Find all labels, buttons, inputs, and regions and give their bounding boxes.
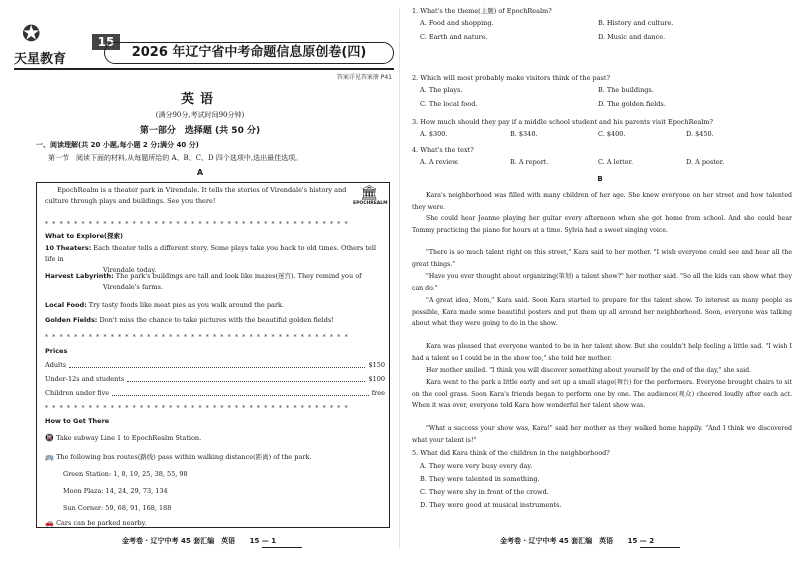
subway-icon: 🚇 (45, 434, 54, 442)
exam-title: 2026 年辽宁省中考命题信息原创卷(四) (104, 42, 394, 64)
subway-row: 🚇 Take subway Line 1 to EpochRealm Station. (45, 434, 202, 442)
star-divider: * * * * * * * * * * * * * * * * * * * * * * * * * * * * * * * * * * * * * * * * * * (45, 221, 349, 228)
intro-paragraph: EpochRealm is a theater park in Virendale. It tells the stories of Virendale's history and culture through plays and buildings. See you there! (45, 186, 347, 205)
passage-b-paragraph: "A great idea, Mom," Kara said. Soon Kara started to prepare for the talent show. To interest as many people as possible, Kara made some beautiful posters and put them up all around her neighborhood. Soon, everyone was talking about what they were going to do in the show. (412, 297, 792, 327)
theater-arch-icon: 🏛 (360, 185, 378, 201)
section-title: 一、阅读理解(共 20 小题,每小题 2 分;满分 40 分) (36, 141, 199, 149)
footer-right: 金考卷 · 辽宁中考 45 套汇编 英语 15 — 2 (500, 537, 655, 545)
explore-heading: What to Explore(探索) (45, 232, 123, 240)
option: D. $450. (686, 130, 714, 138)
park-logo (353, 185, 388, 212)
option: C. A letter. (598, 158, 634, 166)
option: A. $300. (420, 130, 448, 138)
answer-reference: 答案详见答案册 P41 (336, 74, 392, 81)
option: C. $400. (598, 130, 626, 138)
option: D. A poster. (686, 158, 725, 166)
footer-rule (640, 547, 680, 548)
question-5: 5. What did Kara think of the children in the neighborhood? (412, 449, 610, 457)
subject-title: 英语 (180, 92, 219, 107)
explore-item-labyrinth: Harvest Labyrinth: The park's buildings are tall and look like mazes(迷宫). They remind you of Virendale's farms. (45, 272, 362, 291)
option: A. They were very busy every day. (420, 462, 533, 470)
park-logo-name: EPOCHREALM (353, 201, 388, 206)
question-1: 1. What's the theme(主题) of EpochRealm? A. Food and shopping. B. History and culture. C. Earth and nature. D. Music and dance. (412, 7, 674, 41)
page-number: 15 — 1 (249, 537, 277, 545)
question-4: 4. What's the text? A. A review. B. A report. C. A letter. D. A poster. (412, 146, 725, 166)
option: B. The buildings. (598, 86, 654, 94)
footer-left: 金考卷 · 辽宁中考 45 套汇编 英语 15 — 1 (122, 537, 277, 545)
question-2: 2. Which will most probably make visitors think of the past? A. The plays. B. The buildings. C. The local food. D. The golden fields. (412, 74, 666, 108)
star-divider: * * * * * * * * * * * * * * * * * * * * * * * * * * * * * * * * * * * * * * * * * * (45, 334, 349, 341)
explore-item-theaters: 10 Theaters: Each theater tells a different story. Some plays take you back to old times. Others tell life in Virendale today. (45, 244, 377, 274)
passage-b-paragraph: Her mother smiled. "I think you will discover something about yourself by the end of the day," she said. (426, 367, 752, 374)
price-row-children: Children under five free (45, 389, 385, 397)
option: C. Earth and nature. (420, 33, 488, 41)
option: A. A review. (420, 158, 459, 166)
option: B. They were talented in something. (420, 475, 540, 483)
right-page (400, 0, 800, 566)
option: D. Music and dance. (598, 33, 666, 41)
option: D. They were good at musical instruments. (420, 501, 562, 509)
explore-item-fields: Golden Fields: Don't miss the chance to take pictures with the beautiful golden fields! (45, 316, 334, 324)
option: C. The local food. (420, 100, 478, 108)
passage-a-box (36, 182, 390, 528)
option: B. $340. (510, 130, 538, 138)
car-row: 🚗 Cars can be parked nearby. (45, 519, 147, 527)
passage-b-paragraph: "There is so much talent right on this street," Kara said to her mother. "I wish everyone could see and hear all the great things." (412, 249, 792, 268)
option: A. Food and shopping. (420, 19, 494, 27)
passage-b-paragraph: "Have you ever thought about organizing(策划) a talent show?" her mother said. "So all the kids can show what they can do." (412, 273, 792, 292)
logo-text: 天星教育 (14, 52, 67, 67)
explore-item-food: Local Food: Try tasty foods like meat pies as you walk around the park. (45, 301, 284, 309)
star-divider: * * * * * * * * * * * * * * * * * * * * * * * * * * * * * * * * * * * * * * * * * * (45, 405, 349, 412)
page-number: 15 — 2 (627, 537, 655, 545)
price-row-adults: Adults $150 (45, 361, 385, 369)
passage-b-paragraph: Kara was pleased that everyone wanted to be in her talent show. But she couldn't help feeling a little sad. "I wish I had a talent so I could be in the show too," she told her mother. (412, 343, 792, 362)
exam-info: (满分90分,考试时间90分钟) (155, 111, 245, 119)
part-title: 第一部分 选择题 (共 50 分) (139, 126, 261, 136)
passage-b-paragraph: She could hear Joanne playing her guitar every afternoon when she got home from school. And she could hear Tommy practicing the piano for hours at a time. Sylvia had a sweet singing voice. (412, 215, 792, 234)
footer-rule (262, 547, 302, 548)
option: B. History and culture. (598, 19, 674, 27)
bus-stop-moon: Moon Plaza: 14, 24, 29, 73, 134 (63, 487, 168, 495)
prices-heading: Prices (45, 347, 68, 355)
car-icon: 🚗 (45, 519, 54, 527)
publisher-logo (14, 22, 92, 67)
passage-b-paragraph: Kara's neighborhood was filled with many children of her age. She knew everyone on her street and how talented they were. (412, 192, 792, 211)
bus-icon: 🚌 (45, 453, 54, 461)
option: B. A report. (510, 158, 549, 166)
bus-row: 🚌 The following bus routes(路线) pass within walking distance(距离) of the park. (45, 453, 312, 461)
get-there-heading: How to Get There (45, 417, 110, 425)
question-3: 3. How much should they pay if a middle school student and his parents visit EpochRealm? A. $300. B. $340. C. $400. D. $450. (412, 118, 714, 138)
option: A. The plays. (420, 86, 463, 94)
bus-stop-green: Green Station: 1, 8, 19, 25, 38, 55, 98 (63, 470, 188, 478)
star-mascot-icon: ✪ (22, 22, 41, 47)
option: D. The golden fields. (598, 100, 666, 108)
option: C. They were shy in front of the crowd. (420, 488, 549, 496)
passage-b-label: B (597, 175, 603, 183)
bus-stop-sun: Sun Corner: 59, 68, 91, 168, 188 (63, 504, 172, 512)
paper-number-badge: 15 (92, 34, 120, 50)
passage-b-paragraph: Kara went to the park a little early and set up a small stage(舞台) for the performers. Everyone brought chairs to sit on the cool grass. Soon Kara's friends began to perform one by one. The audience(观众) cheered loudly after each act. When it was over, everyone told Kara how wonderful her talent show was. (412, 379, 792, 409)
header-rule (14, 68, 394, 70)
price-row-students: Under-12s and students $100 (45, 375, 385, 383)
passage-a-label: A (196, 168, 204, 177)
passage-b-paragraph: "What a success your show was, Kara!" said her mother as they walked home happily. "And I think we discovered what your talent is!" (412, 425, 792, 444)
section-instructions: 第一节 阅读下面的材料,从每题所给的 A、B、C、D 四个选项中,选出最佳选项。 (48, 154, 303, 162)
